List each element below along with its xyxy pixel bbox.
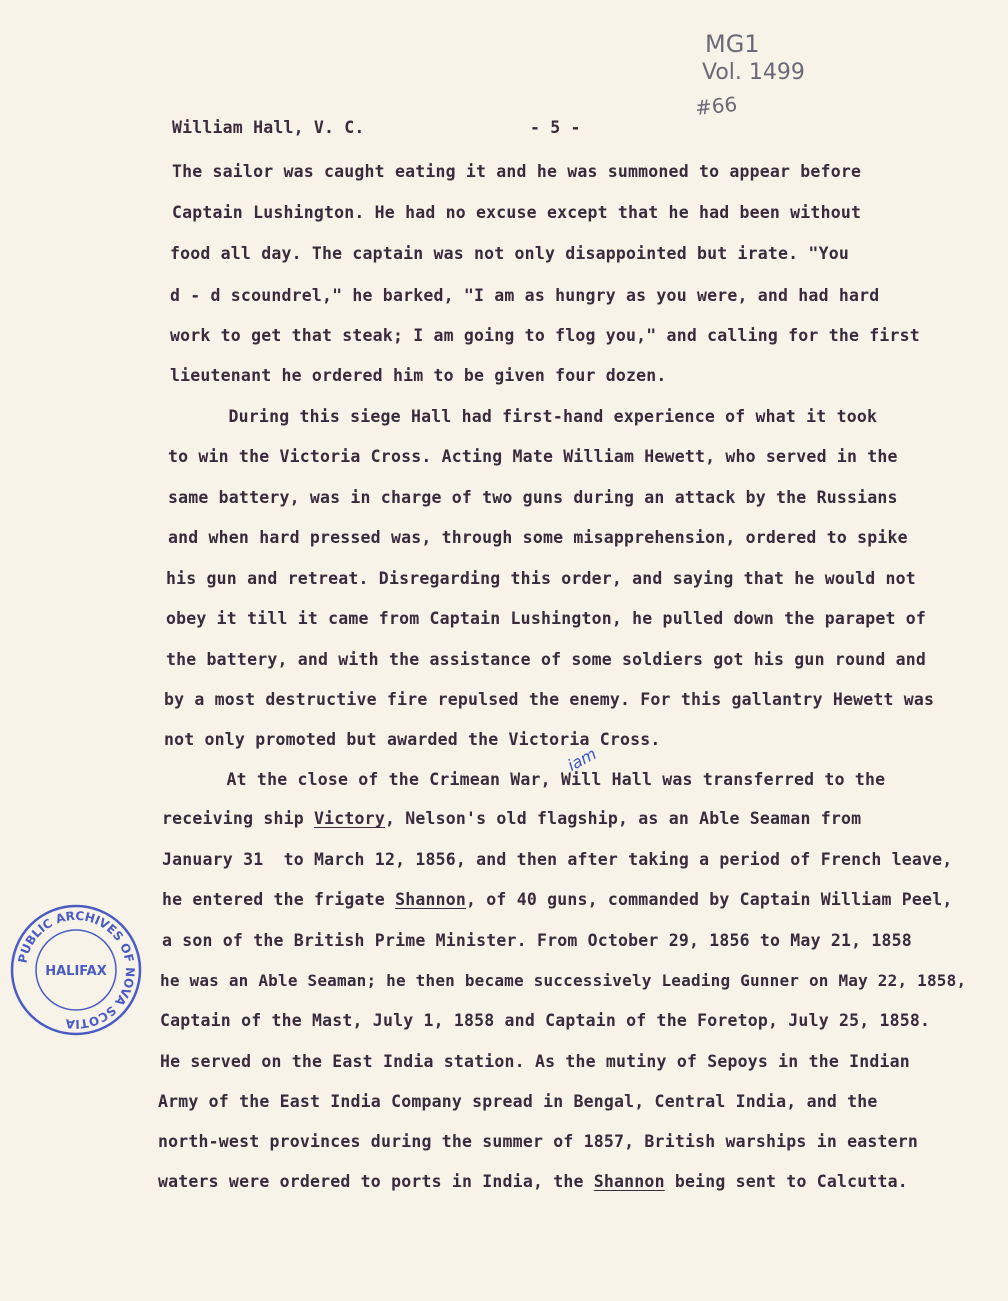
handwritten-insertion: iam [564,744,600,775]
text-line: a son of the British Prime Minister. From October 29, 1856 to May 21, 1858 [162,931,912,950]
text-line: Captain Lushington. He had no excuse except that he had been without [172,203,862,222]
archive-stamp-graphic [6,900,146,1040]
text-line: same battery, was in charge of two guns during an attack by the Russians [168,488,898,507]
text-line: waters were ordered to ports in India, the Shannon being sent to Calcutta. [158,1172,908,1191]
text-line: by a most destructive fire repulsed the enemy. For this gallantry Hewett was [164,690,935,709]
text-line: food all day. The captain was not only disappointed but irate. "You [170,244,849,263]
archive-ref-line1: MG1 [705,30,760,58]
text-line: The sailor was caught eating it and he was summoned to appear before [172,162,862,181]
page-number: - 5 - [530,118,581,137]
ship-name: Victory [314,809,385,828]
ship-name: Shannon [395,890,467,909]
stamp-center-text: HALIFAX [45,964,107,979]
text-line: Army of the East India Company spread in Bengal, Central India, and the [158,1092,878,1111]
stamp-ring-text: PUBLIC ARCHIVES OF NOVA SCOTIA [15,908,138,1032]
archive-ref-line3: #66 [693,91,739,121]
text-line: lieutenant he ordered him to be given four dozen. [170,366,667,385]
text-line: and when hard pressed was, through some misapprehension, ordered to spike [168,528,908,547]
text-line: At the close of the Crimean War, Will Hall was transferred to the [186,770,886,789]
text-line: north-west provinces during the summer of 1857, British warships in eastern [158,1132,919,1151]
text-line: During this siege Hall had first-hand experience of what it took [188,407,878,426]
text-line: his gun and retreat. Disregarding this order, and saying that he would not [166,569,916,588]
text-line: he entered the frigate Shannon, of 40 guns, commanded by Captain William Peel, [162,890,953,909]
archive-stamp [6,900,146,1040]
text-line: obey it till it came from Captain Lushington, he pulled down the parapet of [166,609,927,628]
text-line: not only promoted but awarded the Victoria Cross. [164,730,661,749]
text-line: Captain of the Mast, July 1, 1858 and Captain of the Foretop, July 25, 1858. [160,1011,931,1030]
text-line: to win the Victoria Cross. Acting Mate William Hewett, who served in the [168,447,898,466]
text-line: d - d scoundrel," he barked, "I am as hungry as you were, and had hard [170,286,880,305]
text-line: receiving ship Victory, Nelson's old flagship, as an Able Seaman from [162,809,862,828]
ship-name: Shannon [593,1172,665,1191]
text-line: work to get that steak; I am going to flog you," and calling for the first [170,326,920,345]
text-line: he was an Able Seaman; he then became successively Leading Gunner on May 22, 1858, [160,971,967,990]
text-line: January 31 to March 12, 1856, and then after taking a period of French leave, [162,850,953,869]
text-line: the battery, and with the assistance of some soldiers got his gun round and [166,650,927,669]
running-title: William Hall, V. C. [172,118,365,137]
archive-ref-line2: Vol. 1499 [702,60,805,85]
text-line: He served on the East India station. As the mutiny of Sepoys in the Indian [160,1052,910,1071]
